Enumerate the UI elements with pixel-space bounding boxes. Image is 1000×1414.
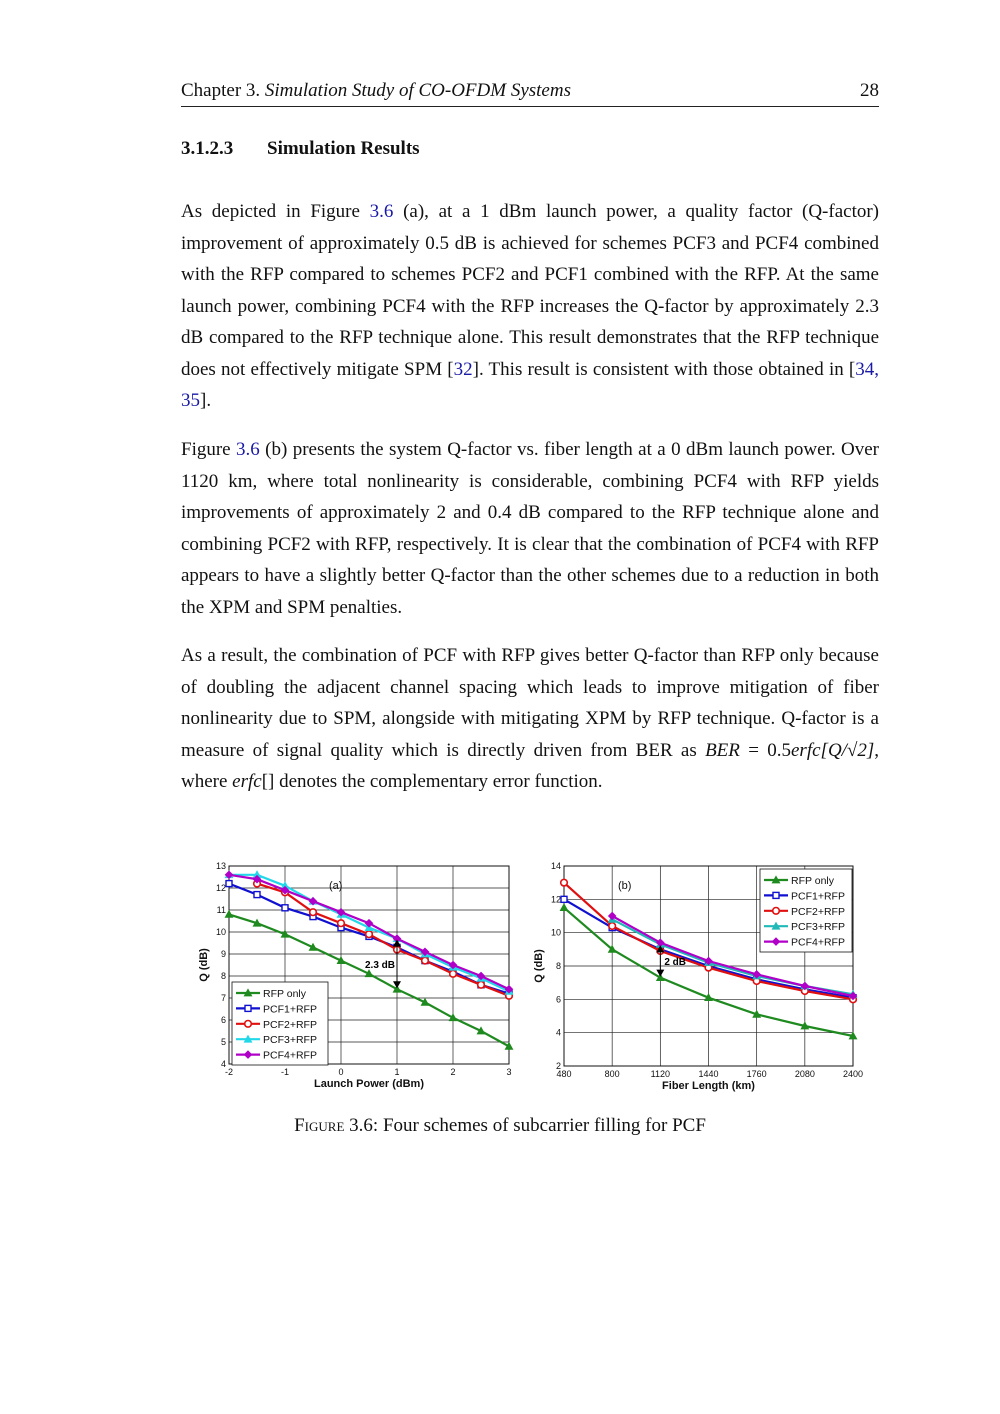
legend (760, 869, 852, 952)
panel-label: (a) (329, 880, 343, 892)
section-title: Simulation Results (267, 138, 420, 159)
header-chapter-title: Simulation Study of CO-OFDM Systems (264, 80, 571, 101)
math-text: = 0.5 (739, 739, 791, 761)
bracket: [ (447, 358, 454, 380)
data-point (561, 879, 568, 886)
legend (232, 982, 328, 1065)
caption-text: Four schemes of subcarrier filling for PCF (378, 1115, 706, 1136)
x-tick-label: 800 (604, 1069, 620, 1079)
x-axis-label: Launch Power (dBm) (313, 1078, 425, 1090)
header-chapter-number: Chapter 3. (181, 80, 261, 101)
data-point (609, 923, 616, 930)
x-tick-label: 480 (556, 1069, 572, 1079)
x-tick-label: 0 (338, 1067, 344, 1077)
y-tick-label: 2 (555, 1061, 561, 1071)
legend-swatch-marker (773, 908, 780, 915)
data-point (450, 971, 457, 978)
y-tick-label: 6 (220, 1015, 226, 1025)
text-run: (a), at a 1 dBm launch power, a quality factor (Q-factor) improvement of approximately 0.5 dB is achieved for schemes PCF3 and PCF4 combined with the RFP compared to schemes PCF2 and PCF1 combined with the RFP. At the same launch power, combining PCF4 with the RFP increases the Q-factor by approximately 2.3 dB compared to the RFP technique alone. This result demonstrates that the RFP technique does not effectively mitigate SPM (181, 201, 880, 380)
section-heading (181, 138, 420, 160)
text-run: denotes the complementary error function. (274, 771, 603, 792)
x-tick-label: 2 (450, 1067, 456, 1077)
math-symbol: [] (261, 771, 275, 792)
panel-label: (b) (618, 880, 632, 892)
x-tick-label: 1120 (650, 1069, 671, 1079)
legend-label: PCF1+RFP (791, 890, 845, 903)
chart-panel-b (530, 858, 864, 1098)
math-symbol: erfc (232, 771, 262, 792)
running-header (181, 80, 879, 107)
legend-swatch-marker (245, 1005, 251, 1011)
data-point (478, 982, 485, 989)
legend-label: PCF3+RFP (791, 921, 845, 934)
text-run: Figure (181, 439, 237, 460)
citation-link[interactable]: 32 (453, 358, 473, 380)
chart-panel-a (192, 858, 522, 1098)
y-tick-label: 10 (550, 927, 561, 938)
legend-label: PCF2+RFP (791, 905, 845, 918)
legend-label: PCF4+RFP (791, 936, 845, 949)
y-tick-label: 7 (220, 993, 226, 1003)
figure-ref-link[interactable]: 3.6 (369, 201, 394, 222)
paragraph-1 (181, 196, 879, 417)
caption-label: Figure 3.6: (294, 1115, 379, 1136)
data-point (338, 920, 345, 927)
data-point (282, 905, 288, 911)
data-point (226, 881, 232, 887)
x-tick-label: 1760 (746, 1069, 767, 1079)
x-axis-label: Fiber Length (km) (662, 1080, 755, 1092)
y-tick-label: 12 (215, 883, 226, 893)
legend-label: RFP only (791, 875, 834, 887)
legend-label: RFP only (263, 988, 306, 1000)
text-run: (b) presents the system Q-factor vs. fiber length at a 0 dBm launch power. Over 1120 km, where total nonlinearity is considerable, combining PCF4 with RFP yields improvements of approximately 2 and 0.4 dB compared to the RFP technique alone and combining PCF2 with RFP, respectively. It is clear that the combination of PCF4 with RFP appears to have a slightly better Q-factor than the other schemes due to a reduction in both the XPM and SPM penalties. (181, 439, 879, 618)
x-tick-label: -1 (280, 1067, 290, 1077)
math-symbol: [Q/√2] (820, 739, 875, 761)
paragraph-3 (181, 640, 879, 798)
text-run: As depicted in Figure (181, 201, 370, 222)
legend-swatch-marker (773, 892, 779, 898)
section-number: 3.1.2.3 (181, 138, 234, 159)
legend-label: PCF4+RFP (263, 1049, 317, 1062)
y-tick-label: 13 (215, 861, 226, 871)
y-tick-label: 5 (220, 1037, 226, 1047)
x-tick-label: 2080 (794, 1069, 815, 1079)
y-axis-label: Q (dB) (533, 949, 545, 983)
math-symbol: BER (705, 739, 740, 761)
data-point (561, 896, 567, 902)
y-tick-label: 14 (550, 861, 561, 871)
y-tick-label: 8 (555, 961, 561, 971)
text-run: . This result is consistent with those obtained in (478, 358, 849, 380)
text-run: , where (181, 739, 880, 792)
page-number: 28 (860, 80, 879, 101)
x-tick-label: -2 (224, 1067, 234, 1077)
legend-label: PCF1+RFP (263, 1003, 317, 1016)
y-tick-label: 10 (215, 927, 226, 937)
math-symbol: erfc (791, 739, 821, 761)
y-tick-label: 11 (216, 905, 226, 915)
y-tick-label: 8 (220, 971, 226, 981)
legend-swatch-marker (245, 1021, 252, 1028)
citation-link[interactable]: 34, 35 (181, 358, 879, 411)
y-axis-label: Q (dB) (198, 948, 210, 982)
x-tick-label: 1440 (698, 1069, 719, 1079)
y-tick-label: 4 (220, 1059, 226, 1069)
y-tick-label: 4 (555, 1027, 561, 1038)
paragraph-2 (181, 434, 879, 623)
header-chapter (181, 80, 571, 102)
data-point (422, 957, 429, 964)
x-tick-label: 2400 (842, 1069, 864, 1079)
y-tick-label: 12 (550, 894, 561, 905)
y-tick-label: 9 (220, 949, 226, 959)
annotation-label: 2 dB (664, 957, 687, 968)
y-tick-label: 6 (555, 994, 561, 1005)
x-tick-label: 3 (506, 1067, 512, 1077)
bracket: ] (472, 358, 479, 380)
bracket: ] (200, 390, 207, 411)
figure-ref-link[interactable]: 3.6 (236, 439, 260, 460)
data-point (366, 931, 373, 938)
text-run: As a result, the combination of PCF with RFP gives better Q-factor than RFP only because of doubling the adjacent channel spacing which leads to improve mitigation of fiber nonlinearity due to SPM, alongside with mitigating XPM by RFP technique. Q-factor is a measure of signal quality which is directly driven from BER as (181, 645, 879, 761)
text-run: . (206, 390, 212, 411)
bracket: [ (848, 358, 856, 380)
x-tick-label: 1 (394, 1067, 400, 1077)
data-point (254, 892, 260, 898)
legend-label: PCF2+RFP (263, 1018, 317, 1031)
legend-label: PCF3+RFP (263, 1034, 317, 1047)
figure-caption (0, 1115, 1000, 1137)
data-point (310, 909, 317, 916)
annotation-label: 2.3 dB (364, 959, 395, 971)
